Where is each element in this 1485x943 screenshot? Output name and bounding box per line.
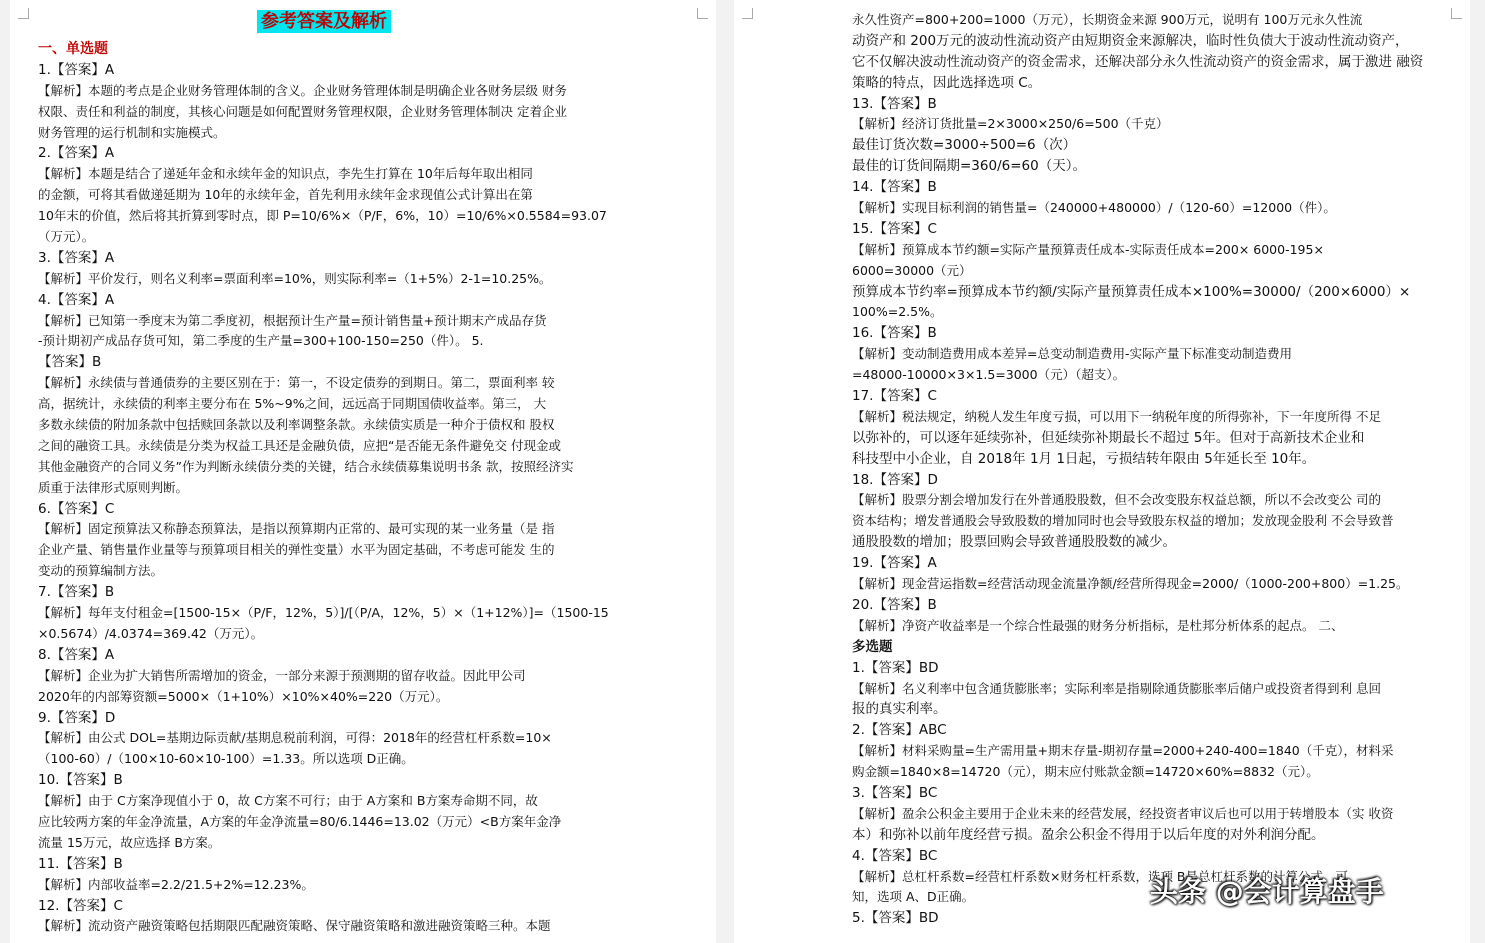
answer-line: 7.【答案】B	[38, 584, 115, 601]
explanation-line: 质重于法律形式原则判断。	[38, 479, 189, 495]
answer-line: 8.【答案】A	[38, 646, 115, 663]
explanation-line: 【解析】实现目标利润的销售量=（240000+480000）/（120-60）=12000（件）。	[852, 200, 1336, 216]
explanation-line: 【解析】固定预算法又称静态预算法，是指以预算期内正常的、最可实现的某一业务量（是 指	[38, 521, 555, 537]
explanation-line: （万元）。	[38, 229, 95, 245]
explanation-line: 【解析】现金营运指数=经营活动现金流量净额/经营所得现金=2000/（1000-200+800）=1.25。	[852, 576, 1409, 592]
explanation-line: 资本结构；增发普通股会导致股数的增加同时也会导致股东权益的增加；发放现金股利 不会导致普	[852, 513, 1394, 529]
explanation-line: 2020年的内部筹资额=5000×（1+10%）×10%×40%=220（万元）。	[38, 688, 449, 704]
answer-line: 5.【答案】BD	[852, 910, 939, 927]
explanation-line: 购金额=1840×8=14720（元），期末应付账款金额=14720×60%=8832（元）。	[852, 764, 1319, 780]
page-corner-mark	[1451, 8, 1462, 19]
explanation-line: 变动的预算编制方法。	[38, 563, 164, 579]
explanation-line: 【解析】净资产收益率是一个综合性最强的财务分析指标，是杜邦分析体系的起点。 二、	[852, 617, 1344, 633]
explanation-line: 之间的融资工具。永续债是分类为权益工具还是金融负债，应把“是否能无条件避免交 付现金或	[38, 437, 561, 453]
answer-line: 10.【答案】B	[38, 772, 123, 789]
answer-line: 12.【答案】C	[38, 897, 123, 914]
answer-line: 1.【答案】A	[38, 61, 115, 78]
answer-line: 18.【答案】D	[852, 471, 938, 488]
explanation-line: 100%=2.5%。	[852, 304, 943, 320]
explanation-line: 【解析】名义利率中包含通货膨胀率；实际利率是指剔除通货膨胀率后储户或投资者得到利 息回	[852, 680, 1381, 696]
answer-line: 6.【答案】C	[38, 500, 115, 517]
answer-line: 13.【答案】B	[852, 95, 937, 112]
explanation-line: 【解析】流动资产融资策略包括期限匹配融资策略、保守融资策略和激进融资策略三种。本题	[38, 918, 551, 934]
explanation-line: ×0.5674）/4.0374=369.42（万元）。	[38, 625, 264, 641]
explanation-line: 【解析】变动制造费用成本差异=总变动制造费用-实际产量下标准变动制造费用	[852, 346, 1292, 362]
explanation-line: 预算成本节约率=预算成本节约额/实际产量预算责任成本×100%=30000/（200×6000）×	[852, 283, 1411, 300]
explanation-line: 它不仅解决波动性流动资产的资金需求，还解决部分永久性流动资产的资金需求，属于激进 融资	[852, 53, 1424, 70]
explanation-line: 【解析】由于 C方案净现值小于 0，故 C方案不可行；由于 A方案和 B方案寿命期不同，故	[38, 793, 538, 809]
answer-list	[852, 10, 1432, 929]
explanation-line: 其他金融资产的合同义务”作为判断永续债分类的关键，结合永续债募集说明书条 款，按照经济实	[38, 458, 574, 474]
explanation-line: 【解析】盈余公积金主要用于企业未来的经营发展，经投资者审议后也可以用于转增股本（实 收资	[852, 805, 1394, 821]
explanation-line: （100-60）/（100×10-60×10-100）=1.33。所以选项 D正确。	[38, 751, 414, 767]
explanation-line: 流量 15万元，故应选择 B方案。	[38, 834, 221, 850]
explanation-line: 【解析】由公式 DOL=基期边际贡献/基期息税前利润，可得：2018年的经营杠杆系数=10×	[38, 730, 552, 746]
explanation-line: 企业产量、销售量作业量等与预算项目相关的弹性变量）水平为固定基础，不考虑可能发 生的	[38, 542, 555, 558]
explanation-line: 【解析】每年支付租金=[1500-15×（P/F，12%，5）]/[（P/A，12%，5）×（1+12%）]=（1500-15	[38, 605, 609, 621]
page-corner-mark	[18, 8, 29, 19]
section-heading: 一、单选题	[38, 41, 108, 57]
answer-line: 3.【答案】BC	[852, 784, 938, 801]
answer-line: 4.【答案】BC	[852, 847, 938, 864]
explanation-line: 6000=30000（元）	[852, 262, 972, 278]
explanation-line: 【解析】股票分割会增加发行在外普通股股数，但不会改变股东权益总额，所以不会改变公 司的	[852, 492, 1381, 508]
explanation-line: 【解析】已知第一季度末为第二季度初，根据预计生产量=预计销售量+预计期末产成品存货	[38, 312, 547, 328]
answer-line: 15.【答案】C	[852, 220, 937, 237]
explanation-line: 【解析】总杠杆系数=经营杠杆系数×财务杠杆系数，选项 B是总杠杆系数的计算公式，可	[852, 868, 1348, 884]
explanation-line: 【解析】平价发行，则名义利率=票面利率=10%，则实际利率=（1+5%）2-1=10.25%。	[38, 270, 552, 286]
explanation-line: 的金额，可将其看做递延期为 10年的永续年金，首先利用永续年金求现值公式计算出在第	[38, 187, 533, 203]
explanation-line: 【解析】企业为扩大销售所需增加的资金，一部分来源于预测期的留存收益。因此甲公司	[38, 667, 526, 683]
section-heading: 多选题	[852, 638, 893, 655]
explanation-line: 报的真实利率。	[852, 701, 947, 718]
page-content	[852, 10, 1432, 929]
explanation-line: 【解析】税法规定，纳税人发生年度亏损，可以用下一纳税年度的所得弥补，下一年度所得 不足	[852, 408, 1381, 424]
answer-line: 14.【答案】B	[852, 179, 937, 196]
answer-line: 2.【答案】A	[38, 145, 115, 162]
explanation-line: 策略的特点，因此选择选项 C。	[852, 74, 1042, 91]
explanation-line: 【解析】经济订货批量=2×3000×250/6=500（千克）	[852, 116, 1169, 132]
answer-line: 19.【答案】A	[852, 555, 937, 572]
answer-line: 11.【答案】B	[38, 855, 123, 872]
page-corner-mark	[697, 8, 708, 19]
answer-line: 9.【答案】D	[38, 709, 116, 726]
answer-line: 4.【答案】A	[38, 291, 115, 308]
explanation-line: 动资产和 200万元的波动性流动资产由短期资金来源解决，临时性负债大于波动性流动资产，	[852, 32, 1409, 49]
answer-list	[38, 60, 610, 937]
answer-line: 17.【答案】C	[852, 388, 937, 405]
answer-line: 16.【答案】B	[852, 325, 937, 342]
explanation-line: 科技型中小企业，自 2018年 1月 1日起，亏损结转年限由 5年延长至 10年。	[852, 450, 1316, 467]
page-content	[38, 10, 610, 937]
explanation-line: -预计期初产成品存货可知，第二季度的生产量=300+100-150=250（件）。 5.	[38, 333, 484, 349]
answer-line: 1.【答案】BD	[852, 659, 939, 676]
explanation-line: 知，选项 A、D正确。	[852, 889, 975, 905]
explanation-line: 【解析】永续债与普通债券的主要区别在于：第一，不设定债券的到期日。第二，票面利率 较	[38, 375, 555, 391]
watermark: 头条 @会计算盘手	[1150, 875, 1384, 908]
document-title: 参考答案及解析	[38, 10, 610, 36]
explanation-line: 【解析】本题是结合了递延年金和永续年金的知识点，李先生打算在 10年后每年取出相同	[38, 166, 533, 182]
explanation-line: 10年末的价值，然后将其折算到零时点，即 P=10/6%×（P/F，6%，10）=10/6%×0.5584=93.07	[38, 208, 607, 224]
answer-line: 20.【答案】B	[852, 596, 937, 613]
document-page-left	[10, 0, 716, 943]
explanation-line: 通股股数的增加；股票回购会导致普通股股数的减少。	[852, 534, 1176, 551]
explanation-line: 财务管理的运行机制和实施模式。	[38, 124, 226, 140]
explanation-line: 永久性资产=800+200=1000（万元），长期资金来源 900万元，说明有 100万元永久性流	[852, 12, 1363, 27]
explanation-line: 多数永续债的附加条款中包括赎回条款以及利率调整条款。永续债实质是一种介于债权和 股权	[38, 417, 555, 433]
answer-line: 3.【答案】A	[38, 249, 115, 266]
page-corner-mark	[742, 8, 753, 19]
explanation-line: 【解析】内部收益率=2.2/21.5+2%=12.23%。	[38, 876, 314, 892]
explanation-line: 以弥补的，可以逐年延续弥补，但延续弥补期最长不超过 5年。但对于高新技术企业和	[852, 429, 1365, 446]
explanation-line: 权限、责任和利益的制度，其核心问题是如何配置财务管理权限，企业财务管理体制决 定着企业	[38, 103, 567, 119]
explanation-line: =48000-10000×3×1.5=3000（元）（超支）。	[852, 367, 1126, 383]
answer-line: 【答案】B	[38, 354, 102, 371]
explanation-line: 【解析】预算成本节约额=实际产量预算责任成本-实际责任成本=200× 6000-195×	[852, 241, 1324, 257]
explanation-line: 高，据统计，永续债的利率主要分布在 5%~9%之间，远远高于同期国债收益率。第三， 大	[38, 396, 547, 412]
explanation-line: 最佳的订货间隔期=360/6=60（天）。	[852, 158, 1086, 175]
document-page-right	[734, 0, 1470, 943]
explanation-line: 【解析】材料采购量=生产需用量+期末存量-期初存量=2000+240-400=1840（千克），材料采	[852, 743, 1394, 759]
explanation-line: 本）和弥补以前年度经营亏损。盈余公积金不得用于以后年度的对外利润分配。	[852, 826, 1325, 843]
explanation-line: 最佳订货次数=3000÷500=6（次）	[852, 137, 1077, 154]
explanation-line: 【解析】本题的考点是企业财务管理体制的含义。企业财务管理体制是明确企业各财务层级 财务	[38, 82, 567, 98]
answer-line: 2.【答案】ABC	[852, 722, 947, 739]
explanation-line: 应比较两方案的年金净流量，A方案的年金净流量=80/6.1446=13.02（万元）<B方案年金净	[38, 813, 562, 829]
